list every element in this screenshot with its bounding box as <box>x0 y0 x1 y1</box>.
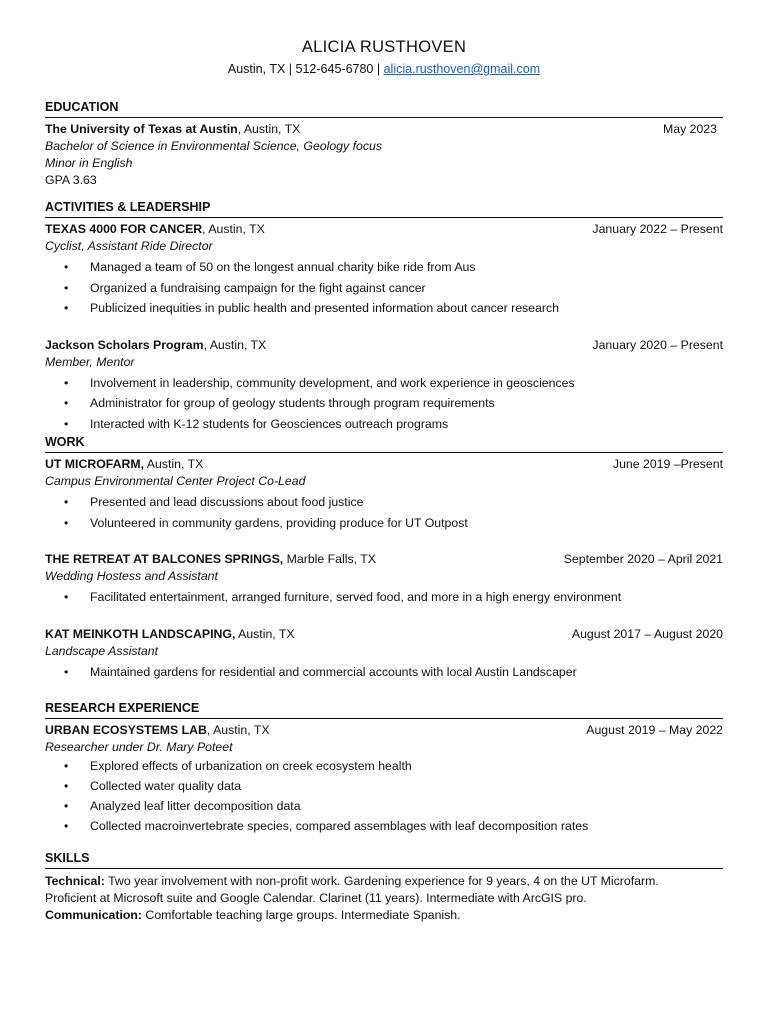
work-entry-row <box>45 456 723 473</box>
activity-org: TEXAS 4000 FOR CANCER <box>45 222 203 236</box>
list-item <box>45 816 723 836</box>
work-location: Austin, TX <box>144 457 204 471</box>
bullet-icon: • <box>64 495 69 509</box>
list-item <box>45 513 723 534</box>
bullet-text: Managed a team of 50 on the longest annual charity bike ride from Aus <box>90 260 476 274</box>
education-school: The University of Texas at Austin <box>45 122 238 136</box>
research-org-line <box>45 722 270 739</box>
list-item <box>45 414 723 435</box>
list-item <box>45 278 723 299</box>
research-bullet-list <box>45 756 723 836</box>
spacer <box>45 319 723 337</box>
list-item <box>45 373 723 394</box>
activity-date: January 2022 – Present <box>592 222 723 236</box>
bullet-icon: • <box>64 779 69 793</box>
education-school-line <box>45 121 300 138</box>
bullet-icon: • <box>64 664 69 679</box>
activities-heading: ACTIVITIES & LEADERSHIP <box>45 199 723 218</box>
work-org-line <box>45 626 295 643</box>
bullet-text: Volunteered in community gardens, providing produce for UT Outpost <box>90 515 468 530</box>
work-heading: WORK <box>45 434 723 453</box>
activity-role: Cyclist, Assistant Ride Director <box>45 239 213 253</box>
research-location: , Austin, TX <box>206 723 270 737</box>
work-role: Wedding Hostess and Assistant <box>45 569 218 583</box>
skills-communication-line <box>45 907 723 924</box>
list-item <box>45 298 723 319</box>
work-location: Marble Falls, TX <box>283 552 376 566</box>
bullet-icon: • <box>64 515 69 530</box>
bullet-icon: • <box>64 590 69 604</box>
bullet-icon: • <box>64 375 69 390</box>
work-org: KAT MEINKOTH LANDSCAPING, <box>45 626 236 641</box>
bullet-text: Facilitated entertainment, arranged furniture, served food, and more in a high energy environment <box>90 590 622 604</box>
bullet-text: Interacted with K-12 students for Geosciences outreach programs <box>90 416 449 431</box>
activity-org: Jackson Scholars Program <box>45 337 204 352</box>
education-gpa: GPA 3.63 <box>45 173 97 187</box>
bullet-text: Collected macroinvertebrate species, compared assemblages with leaf decomposition rates <box>90 819 589 833</box>
list-item <box>45 796 723 816</box>
contact-location: Austin, TX <box>227 62 286 76</box>
work-org: THE RETREAT AT BALCONES SPRINGS, <box>45 552 284 566</box>
activity-org-line <box>45 337 266 354</box>
list-item <box>45 492 723 513</box>
list-item <box>45 776 723 796</box>
education-date: May 2023 <box>662 122 717 136</box>
contact-phone: 512-645-6780 <box>295 62 374 76</box>
spacer <box>45 533 723 551</box>
contact-separator: | <box>376 62 381 76</box>
bullet-text: Publicized inequities in public health and presented information about cancer research <box>90 301 559 315</box>
work-location: Austin, TX <box>235 626 295 641</box>
list-item <box>45 393 723 414</box>
activity-bullet-list <box>45 257 723 319</box>
bullet-text: Presented and lead discussions about food justice <box>90 495 364 509</box>
activity-location: , Austin, TX <box>203 337 267 352</box>
skills-heading: SKILLS <box>45 850 723 869</box>
bullet-text: Analyzed leaf litter decomposition data <box>90 799 301 813</box>
resume-name: ALICIA RUSTHOVEN <box>301 38 467 56</box>
work-bullet-list <box>45 662 723 683</box>
contact-email-link[interactable]: alicia.rusthoven@gmail.com <box>383 62 541 76</box>
resume-page <box>45 36 723 924</box>
work-role: Campus Environmental Center Project Co-Lead <box>45 474 306 488</box>
bullet-text: Organized a fundraising campaign for the fight against cancer <box>90 280 426 295</box>
activity-entry-row <box>45 337 723 354</box>
work-entry-row <box>45 551 723 568</box>
education-heading: EDUCATION <box>45 99 723 118</box>
contact-separator: | <box>288 62 293 76</box>
skills-block <box>45 873 723 924</box>
education-degree: Bachelor of Science in Environmental Science, Geology focus <box>45 139 382 153</box>
contact-line <box>45 60 723 78</box>
skills-technical-line-2: Proficient at Microsoft suite and Google Calendar. Clarinet (11 years). Intermediate with ArcGIS pro. <box>45 891 587 905</box>
activity-org-line <box>45 221 265 238</box>
education-location: , Austin, TX <box>237 122 301 136</box>
activity-location: , Austin, TX <box>202 222 265 236</box>
education-minor: Minor in English <box>45 156 133 170</box>
bullet-icon: • <box>64 819 69 833</box>
bullet-icon: • <box>64 301 69 315</box>
work-date: September 2020 – April 2021 <box>563 552 723 566</box>
list-item <box>45 662 723 683</box>
bullet-icon: • <box>64 396 69 410</box>
skills-technical-text: Two year involvement with non-profit work. Gardening experience for 9 years, 4 on the UT Microfarm. <box>104 874 659 888</box>
education-row <box>45 121 723 138</box>
list-item <box>45 587 723 608</box>
bullet-text: Collected water quality data <box>90 779 242 793</box>
skills-technical-label: Technical: <box>45 874 105 888</box>
work-date: June 2019 –Present <box>612 457 723 471</box>
work-entry-row <box>45 626 723 643</box>
list-item <box>45 756 723 776</box>
bullet-icon: • <box>64 799 69 813</box>
bullet-text: Maintained gardens for residential and commercial accounts with local Austin Landscaper <box>90 664 577 679</box>
work-org-line <box>45 456 203 473</box>
skills-technical-line <box>45 873 723 890</box>
bullet-text: Explored effects of urbanization on creek ecosystem health <box>90 759 412 773</box>
bullet-icon: • <box>64 260 69 274</box>
skills-communication-text: Comfortable teaching large groups. Intermediate Spanish. <box>142 908 461 922</box>
research-date: August 2019 – May 2022 <box>586 723 723 737</box>
work-date: August 2017 – August 2020 <box>571 626 723 641</box>
skills-communication-label: Communication: <box>45 908 143 922</box>
work-org-line <box>45 551 376 568</box>
bullet-icon: • <box>64 759 69 773</box>
research-org: URBAN ECOSYSTEMS LAB <box>45 723 207 737</box>
bullet-text: Administrator for group of geology students through program requirements <box>90 396 495 410</box>
activity-entry-row <box>45 221 723 238</box>
activity-date: January 2020 – Present <box>592 337 723 352</box>
bullet-text: Involvement in leadership, community development, and work experience in geosciences <box>90 375 575 390</box>
bullet-icon: • <box>64 416 69 431</box>
activity-bullet-list <box>45 373 723 435</box>
research-heading: RESEARCH EXPERIENCE <box>45 700 723 719</box>
research-entry-row <box>45 722 723 739</box>
activity-role: Member, Mentor <box>45 354 135 369</box>
list-item <box>45 257 723 278</box>
work-bullet-list <box>45 492 723 533</box>
work-org: UT MICROFARM, <box>45 457 145 471</box>
work-role: Landscape Assistant <box>45 643 159 658</box>
spacer <box>45 608 723 626</box>
research-role: Researcher under Dr. Mary Poteet <box>45 740 233 754</box>
work-bullet-list <box>45 587 723 608</box>
bullet-icon: • <box>64 280 69 295</box>
